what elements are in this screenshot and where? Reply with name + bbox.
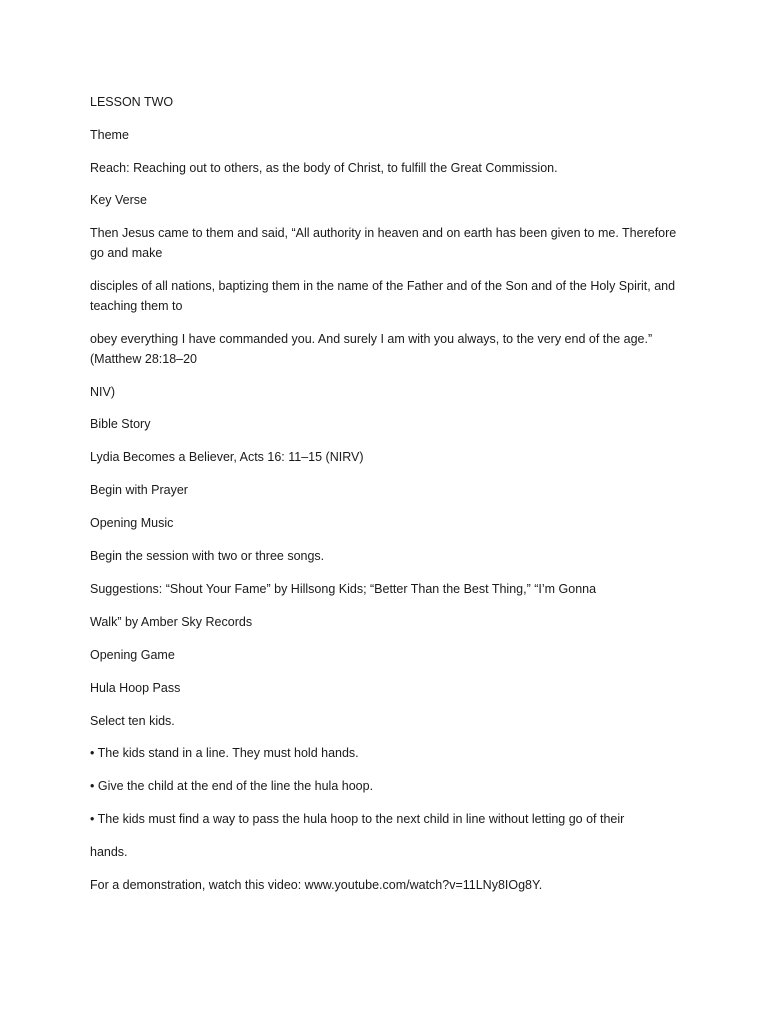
bullet-item: • Give the child at the end of the line the hula hoop. <box>90 779 374 793</box>
key-verse-label: Key Verse <box>90 193 147 207</box>
opening-music-heading: Opening Music <box>90 516 174 530</box>
bullet-continuation: hands. <box>90 845 128 859</box>
game-instruction: Select ten kids. <box>90 714 175 728</box>
song-suggestions-1: Suggestions: “Shout Your Fame” by Hillsong Kids; “Better Than the Best Thing,” “I’m Gonna <box>90 582 597 596</box>
song-suggestions-2: Walk” by Amber Sky Records <box>90 615 253 629</box>
bullet-item: • The kids stand in a line. They must hold hands. <box>90 746 359 760</box>
opening-music-text: Begin the session with two or three songs. <box>90 549 325 563</box>
key-verse-line-1: Then Jesus came to them and said, “All authority in heaven and on earth has been given to me. Therefore go and make <box>90 226 677 260</box>
bible-story-label: Bible Story <box>90 417 151 431</box>
game-title: Hula Hoop Pass <box>90 681 181 695</box>
bullet-item: • The kids must find a way to pass the hula hoop to the next child in line without letting go of their <box>90 812 625 826</box>
key-verse-line-3: obey everything I have commanded you. And surely I am with you always, to the very end of the age.” (Matthew 28:18–20 <box>90 332 653 366</box>
key-verse-line-2: disciples of all nations, baptizing them in the name of the Father and of the Son and of the Holy Spirit, and teaching them to <box>90 279 676 313</box>
theme-text: Reach: Reaching out to others, as the body of Christ, to fulfill the Great Commission. <box>90 161 558 175</box>
opening-game-heading: Opening Game <box>90 648 175 662</box>
key-verse-line-4: NIV) <box>90 385 115 399</box>
demonstration-text: For a demonstration, watch this video: www.youtube.com/watch?v=11LNy8IOg8Y. <box>90 878 543 892</box>
lesson-heading: LESSON TWO <box>90 95 174 109</box>
prayer-heading: Begin with Prayer <box>90 483 188 497</box>
theme-label: Theme <box>90 128 129 142</box>
bible-story-text: Lydia Becomes a Believer, Acts 16: 11–15 (NIRV) <box>90 450 364 464</box>
